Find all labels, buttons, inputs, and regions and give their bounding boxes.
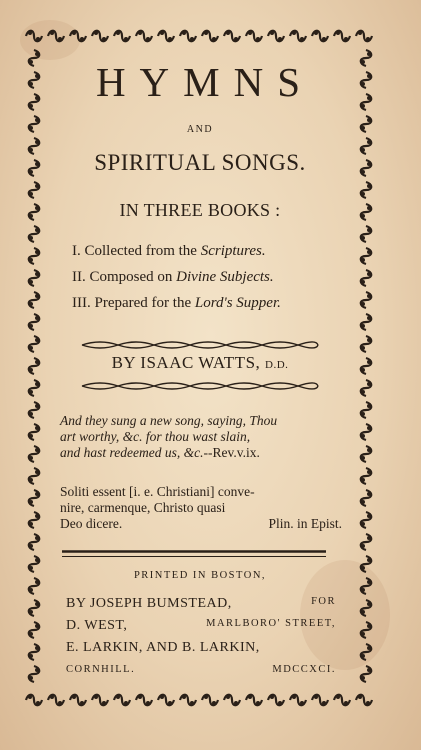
border-fleuron (29, 446, 40, 462)
book-number: I. (72, 243, 81, 259)
border-fleuron (29, 358, 40, 374)
main-title: HYMNS (95, 59, 315, 105)
border-fleuron (158, 31, 174, 42)
ornament-rule (80, 339, 320, 351)
border-fleuron (29, 600, 40, 616)
border-fleuron (29, 50, 40, 66)
book-two (72, 269, 274, 286)
book-text: Composed on (89, 269, 177, 285)
border-fleuron (224, 695, 240, 706)
border-fleuron (361, 72, 372, 88)
book-three (72, 295, 281, 312)
border-fleuron (361, 468, 372, 484)
border-fleuron (29, 666, 40, 682)
border-fleuron (361, 314, 372, 330)
latin-quote (60, 484, 342, 532)
border-fleuron (29, 138, 40, 154)
book-text: Prepared for the (94, 295, 195, 311)
border-fleuron (29, 556, 40, 572)
border-fleuron (202, 695, 218, 706)
border-fleuron (26, 695, 42, 706)
imprint-line: E. LARKIN, AND B. LARKIN, (66, 640, 260, 655)
border-fleuron (29, 204, 40, 220)
imprint-line (66, 618, 336, 634)
book-number: III. (72, 295, 91, 311)
border-fleuron (180, 31, 196, 42)
border-fleuron (29, 380, 40, 396)
double-rule (62, 550, 326, 558)
latin-line: Soliti essent [i. e. Christiani] conve- (60, 484, 255, 499)
border-fleuron (29, 644, 40, 660)
imprint-place: CORNHILL. (66, 664, 136, 675)
quote-line-text: and hast redeemed us, &c.-- (60, 445, 213, 460)
book-text-italic: Scriptures. (200, 243, 266, 259)
subtitle: SPIRITUAL SONGS. (94, 150, 306, 175)
book-one (72, 243, 266, 260)
latin-source: Plin. in Epist. (268, 516, 342, 531)
border-fleuron (92, 31, 108, 42)
latin-line (60, 516, 342, 532)
border-fleuron (70, 695, 86, 706)
border-fleuron (361, 358, 372, 374)
author-line (58, 353, 342, 373)
border-fleuron (361, 336, 372, 352)
border-fleuron (361, 446, 372, 462)
border-fleuron (361, 204, 372, 220)
quote-line: And they sung a new song, saying, Thou (60, 413, 278, 428)
border-fleuron (361, 94, 372, 110)
border-fleuron (290, 31, 306, 42)
border-fleuron (29, 622, 40, 638)
border-fleuron (361, 116, 372, 132)
border-fleuron (246, 695, 262, 706)
imprint-street: MARLBORO' STREET, (206, 618, 336, 629)
border-fleuron (361, 644, 372, 660)
border-fleuron (114, 695, 130, 706)
border-fleuron (29, 512, 40, 528)
border-fleuron (29, 292, 40, 308)
border-fleuron (29, 314, 40, 330)
border-fleuron (361, 380, 372, 396)
border-fleuron (48, 31, 64, 42)
border-fleuron (361, 248, 372, 264)
border-fleuron (70, 31, 86, 42)
border-fleuron (29, 160, 40, 176)
border-fleuron (29, 578, 40, 594)
quote-reference: Rev.v.ix. (212, 445, 260, 460)
imprint-bookseller: D. WEST, (66, 618, 128, 633)
book-text-italic: Lord's Supper. (194, 295, 281, 311)
author-name: BY ISAAC WATTS, (111, 353, 261, 372)
border-fleuron (29, 116, 40, 132)
book-number: II. (72, 269, 86, 285)
border-fleuron (29, 468, 40, 484)
border-fleuron (268, 31, 284, 42)
border-fleuron (29, 336, 40, 352)
border-fleuron (361, 270, 372, 286)
border-fleuron (312, 31, 328, 42)
border-fleuron (361, 160, 372, 176)
border-fleuron (136, 695, 152, 706)
border-fleuron (361, 490, 372, 506)
border-fleuron (290, 695, 306, 706)
border-fleuron (361, 666, 372, 682)
border-fleuron (29, 490, 40, 506)
imprint-line (66, 596, 336, 612)
imprint-line (66, 664, 336, 675)
border-fleuron (361, 50, 372, 66)
quote-line: art worthy, &c. for thou wast slain, (60, 429, 251, 444)
quote-line (60, 445, 342, 461)
border-fleuron (29, 402, 40, 418)
book-text: Collected from the (84, 243, 201, 259)
border-fleuron (334, 31, 350, 42)
scripture-quote (60, 413, 342, 461)
border-fleuron (29, 94, 40, 110)
author-degree: D.D. (265, 359, 289, 371)
border-fleuron (29, 424, 40, 440)
border-fleuron (29, 248, 40, 264)
ornament-rule (80, 380, 320, 392)
border-fleuron (361, 138, 372, 154)
border-fleuron (26, 31, 42, 42)
border-fleuron (361, 600, 372, 616)
border-fleuron (356, 695, 372, 706)
books-heading: IN THREE BOOKS : (119, 200, 281, 220)
imprint-printer: BY JOSEPH BUMSTEAD, (66, 596, 232, 611)
border-fleuron (361, 292, 372, 308)
border-fleuron (312, 695, 328, 706)
imprint-date: MDCCXCI. (272, 664, 336, 675)
border-fleuron (361, 226, 372, 242)
border-fleuron (114, 31, 130, 42)
border-fleuron (246, 31, 262, 42)
border-fleuron (202, 31, 218, 42)
border-fleuron (334, 695, 350, 706)
border-fleuron (180, 695, 196, 706)
border-fleuron (158, 695, 174, 706)
border-fleuron (29, 534, 40, 550)
border-fleuron (356, 31, 372, 42)
border-fleuron (29, 72, 40, 88)
border-fleuron (29, 270, 40, 286)
border-fleuron (224, 31, 240, 42)
border-fleuron (361, 424, 372, 440)
border-fleuron (136, 31, 152, 42)
border-fleuron (92, 695, 108, 706)
imprint-line: PRINTED IN BOSTON, (133, 570, 267, 581)
border-fleuron (361, 578, 372, 594)
border-fleuron (29, 226, 40, 242)
border-fleuron (268, 695, 284, 706)
latin-line: nire, carmenque, Christo quasi (60, 500, 226, 515)
border-fleuron (361, 402, 372, 418)
border-fleuron (29, 182, 40, 198)
border-fleuron (361, 512, 372, 528)
border-fleuron (48, 695, 64, 706)
latin-line-text: Deo dicere. (60, 516, 123, 531)
border-fleuron (361, 182, 372, 198)
book-text-italic: Divine Subjects. (176, 269, 274, 285)
imprint-for: FOR (311, 596, 336, 607)
border-fleuron (361, 534, 372, 550)
border-fleuron (361, 556, 372, 572)
border-fleuron (361, 622, 372, 638)
conjunction: AND (186, 124, 214, 135)
